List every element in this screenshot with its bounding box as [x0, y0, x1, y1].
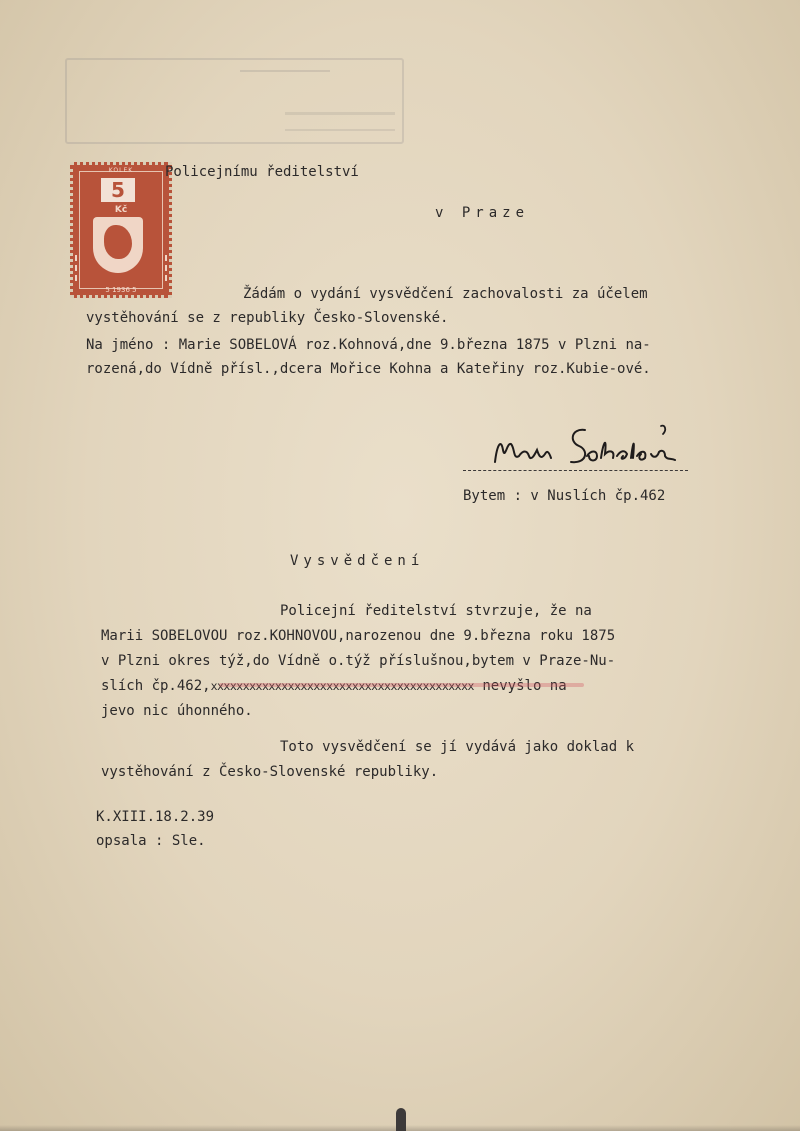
certificate-line-5: jevo nic úhonného.	[101, 703, 253, 719]
addressee: Policejnímu ředitelství	[165, 164, 359, 180]
struck-out-text: xxxxxxxxxxxxxxxxxxxxxxxxxxxxxxxxxxxxxxxxx	[210, 679, 474, 693]
residence-line: Bytem : v Nuslích čp.462	[463, 488, 666, 504]
name-line-1: Na jméno : Marie SOBELOVÁ roz.Kohnová,dne 9.března 1875 v Plzni na-	[86, 337, 651, 353]
revenue-stamp	[70, 162, 172, 298]
coat-of-arms-icon	[93, 217, 143, 273]
certificate-heading: Vysvědčení	[290, 553, 425, 569]
faded-stamp-mark	[285, 112, 395, 131]
certificate-line-4-end: nevyšlo na	[473, 678, 567, 694]
stamp-ornament	[159, 255, 167, 281]
faded-stamp-mark	[240, 70, 330, 82]
stamp-top-text: KOLEK	[108, 167, 134, 174]
certificate-line-2: Marii SOBELOVOU roz.KOHNOVOU,narozenou dne 9.března roku 1875	[101, 628, 616, 644]
lion-icon	[104, 225, 132, 259]
purpose-line-1: Toto vysvědčení se jí vydává jako doklad k	[280, 739, 635, 755]
certificate-line-3: v Plzni okres týž,do Vídně o.týž příslušnou,bytem v Praze-Nu-	[101, 653, 616, 669]
copied-by: opsala : Sle.	[96, 833, 206, 849]
faded-received-stamp	[65, 58, 404, 144]
stamp-value: 5	[101, 178, 135, 202]
handwritten-signature	[475, 420, 695, 480]
stamp-bottom-text: 5 1936 5	[105, 286, 137, 294]
page-edge-shadow	[0, 1125, 800, 1131]
stamp-ornament	[75, 255, 83, 281]
stamp-unit: Kč	[114, 205, 128, 215]
request-line-1: Žádám o vydání vysvědčení zachovalosti za účelem	[243, 286, 648, 302]
certificate-line-1: Policejní ředitelství stvrzuje, že na	[280, 603, 592, 619]
purpose-line-2: vystěhování z Česko-Slovenské republiky.	[101, 764, 439, 780]
name-line-2: rozená,do Vídně přísl.,dcera Mořice Kohna a Kateřiny roz.Kubie-ové.	[86, 361, 651, 377]
file-reference: K.XIII.18.2.39	[96, 809, 215, 825]
request-line-2: vystěhování se z republiky Česko-Slovenské.	[86, 310, 449, 326]
red-strike-mark	[219, 683, 584, 687]
certificate-line-4-start: slích čp.462,	[101, 678, 211, 694]
signature-line	[463, 470, 688, 471]
city-line: v Praze	[435, 205, 530, 221]
